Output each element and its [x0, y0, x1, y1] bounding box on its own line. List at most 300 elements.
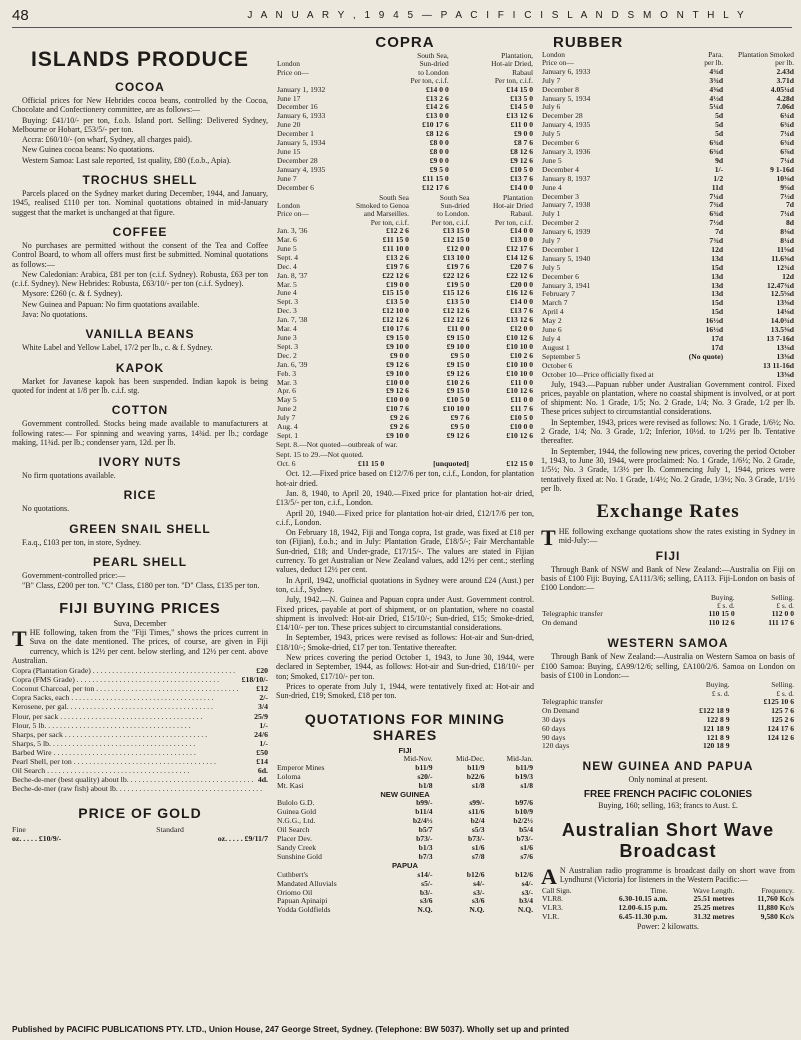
copra-oct6-row — [276, 460, 534, 469]
vanilla-heading: VANILLA BEANS — [85, 327, 195, 342]
table-cell: Emperor Mines — [277, 762, 325, 772]
table-row — [276, 773, 534, 782]
table-cell: Telegraphic transfer — [542, 696, 603, 706]
table-cell: £9 0 0 — [514, 129, 533, 139]
table-cell: £12 12 6 — [443, 306, 470, 316]
rice-para: No quotations. — [22, 504, 70, 514]
rubber-para: July, 1943.—Papuan rubber under Australian Government control. Fixed prices, payable on plantation, where no coastal shipment is involved, or at port of shipment: No. 1 Grade, 1/5; No. 2 Grade, 1/4; No. 3 Grade, 1/2 per lb. These prices subject to circumstantial considerations. — [541, 379, 795, 417]
table-cell: £8 12 6 — [425, 129, 449, 139]
exchange-fiji-para: Through Bank of NSW and Bank of New Zealand:—Australia on Fiji on basis of £100 Fiji: Buying, £A111/3/6; selling, £A113. Fiji-London on basis of £100 London:— — [541, 564, 795, 593]
table-row — [541, 317, 795, 326]
rubber-para: In September, 1943, prices were revised as follows: No. 1 Grade, 1/6½; No. 2 Grade, 1/4; No. 3 Grade, 1/2; Inferior, 10½d. to 1/2½ per lb. Tentative thereafter. — [541, 417, 795, 446]
table-cell: 4.05¼d — [770, 84, 794, 94]
list-item — [12, 702, 268, 711]
table-cell: Sept. 3 — [277, 341, 299, 351]
table-cell: 13⅜d — [776, 369, 794, 379]
item-value: £12 — [256, 684, 268, 694]
table-cell: b5/4 — [519, 825, 533, 835]
table-cell: b1/8 — [418, 780, 433, 790]
table-cell: £12 17 6 — [506, 243, 533, 253]
table-row — [541, 353, 795, 362]
publisher-footer: Published by PACIFIC PUBLICATIONS PTY. LTD., Union House, 247 George Street, Sydney. (Telephone: BW 5037). Wholly set up and printed — [12, 1024, 570, 1034]
table-cell: 124 12 6 — [767, 732, 794, 742]
table-cell: £9 5 0 — [450, 422, 470, 432]
table-cell: £9 12 6 — [446, 430, 470, 440]
table-cell: £9 15 0 — [446, 333, 470, 342]
table-cell: Telegraphic transfer — [542, 609, 603, 619]
table-header-cell: to London. — [437, 209, 470, 219]
coffee-para: Mysore: £260 (c. & f. Sydney). — [22, 289, 123, 299]
table-cell: September 5 — [542, 351, 581, 361]
table-cell: s99/- — [469, 798, 485, 808]
table-cell: VLR8. — [542, 894, 563, 904]
table-cell: £10 12 6 — [506, 430, 533, 440]
item-label: Pearl Shell, per ton . . . — [12, 757, 254, 766]
item-label: Sharps, 5 lb. . . . — [12, 739, 257, 748]
table-row — [541, 264, 795, 273]
table-row — [276, 121, 534, 130]
table-header-cell: Price on— — [542, 58, 574, 68]
table-cell: £20 0 0 — [510, 279, 533, 289]
table-header-cell: Plantation, — [501, 51, 533, 60]
table-header-cell: to London — [418, 67, 449, 77]
table-header-cell: Buying. — [705, 680, 730, 690]
copra-para: July, 1942.—N. Guinea and Papuan copra under Aust. Government control. Fixed prices, payable at port of shipment, or on plantation, where no coastal shipment is involved: Hot-air Dried, £15/10/-; Sun-dried, £15; Smoke-dried, £14/10/- per ton. These prices subject to circumstantial considerations. — [276, 595, 534, 633]
cocoa-para: Buying: £41/10/- per ton, f.o.b. Island port. Selling: Delivered Sydney, Melbourne or Hobart, £53/5/- per ton. — [12, 115, 268, 134]
table-cell: s1/6 — [520, 842, 533, 852]
table-cell: b2/2½ — [513, 816, 533, 826]
table-cell: £9 5 0 — [450, 350, 470, 360]
table-cell: December 8 — [542, 84, 579, 94]
table-cell: £19 7 6 — [386, 261, 409, 271]
table-header-cell: London — [277, 200, 300, 210]
table-cell: 14⅛d — [776, 307, 794, 317]
item-label: Barbed Wire . . . — [12, 748, 254, 757]
table-header-cell: London — [542, 50, 565, 59]
gold-table — [12, 825, 268, 843]
table-cell: 7½d — [709, 218, 724, 228]
table-cell: s5/- — [421, 878, 433, 888]
table-cell: 5d — [715, 120, 724, 130]
trochus-heading: TROCHUS SHELL — [82, 173, 198, 188]
table-cell: 13⅜d — [776, 351, 794, 361]
table-cell: 13d — [711, 271, 724, 281]
copra-para: In September, 1943, prices were revised as follows: Hot-air and Sun-dried, £18/10/-; Smoke-dried, £17 per ton. Tentative thereafter. — [276, 633, 534, 652]
copra-note: Sept. 8.—Not quoted—outbreak of war. — [276, 439, 398, 449]
gold-fine-label: Fine — [12, 825, 26, 835]
item-value: 3/4 — [258, 702, 268, 712]
table-row — [541, 371, 795, 380]
table-cell: b73/- — [416, 834, 433, 844]
table-header-cell — [541, 681, 666, 689]
table-cell: Jan. 3, '36 — [277, 226, 308, 236]
pearl-para: "B" Class, £200 per ton. "C" Class, £180 per ton. "D" Class, £135 per ton. — [22, 581, 260, 591]
table-cell: January 6, 1933 — [542, 66, 591, 76]
table-cell: £12 15 0 — [506, 459, 533, 469]
table-row — [541, 290, 795, 299]
table-cell: 13.5⅜d — [770, 325, 794, 335]
table-header-cell: Sun-dried — [440, 200, 470, 210]
table-header-cell: South Sea — [379, 192, 409, 202]
table-cell: Jan. 6, '39 — [277, 359, 308, 369]
table-cell: July 4 — [542, 334, 561, 343]
table-cell: 90 days — [542, 732, 566, 742]
item-label: Kerosene, per gal. . . . — [12, 702, 256, 711]
table-cell: 1/- — [714, 164, 724, 174]
coffee-heading: COFFEE — [112, 224, 168, 239]
drop-cap: T — [541, 525, 556, 551]
table-row — [541, 201, 795, 210]
table-cell: July 7 — [277, 413, 296, 423]
table-cell: 30 days — [542, 714, 566, 724]
table-header-cell: £ s. d. — [776, 688, 794, 698]
table-cell — [680, 371, 724, 380]
table-cell: £12 12 6 — [443, 315, 470, 325]
table-cell: 4.28d — [776, 93, 794, 103]
copra-para: Prices to operate from July 1, 1944, were tentatively fixed at: Hot-air and Sun-dried, £19; Smoked, £18 per ton. — [276, 681, 534, 701]
table-cell: January 4, 1935 — [542, 120, 591, 130]
shares-section-new-guinea — [276, 791, 534, 800]
table-cell: 6¾d — [709, 209, 724, 219]
table-cell: 9 1-16d — [770, 164, 794, 174]
table-cell: 25.25 metres — [693, 903, 735, 913]
ivory-para: No firm quotations available. — [22, 471, 116, 481]
table-cell: s1/6 — [471, 842, 485, 852]
table-header-cell: South Sea, — [417, 51, 449, 60]
table-header-cell: Per ton, c.i.f. — [494, 76, 533, 86]
table-cell: Sunshine Gold — [277, 851, 322, 861]
rubber-para: In September, 1944, the following new prices, covering the period October 1, 1943, to June 30, 1944, were proclaimed: No. 1 Grade, 1/6½; No. 2 Grade, 1/5½; No. 3 Grade, 1/3½ per lb. Commencing July 1, 1944, prices were tentatively fixed at: No. 1 Grade, 1/4½; No. 2 Grade, 1/3½; No. 3 Grade, 1/1½ per lb. — [541, 446, 795, 493]
table-cell: January 5, 1934 — [277, 138, 326, 148]
table-cell: £11 0 0 — [510, 395, 533, 405]
exchange-ffpc-heading: FREE FRENCH PACIFIC COLONIES — [583, 788, 753, 800]
column-right — [541, 34, 795, 1024]
table-cell: £9 0 0 — [429, 155, 449, 165]
table-header-row — [541, 594, 795, 602]
table-cell: b2/4 — [470, 816, 485, 826]
table-header-cell: Para. — [708, 50, 724, 59]
table-cell: 9⅝d — [780, 182, 794, 192]
list-item — [12, 784, 268, 793]
table-row — [541, 698, 795, 707]
table-cell: 7d — [715, 227, 724, 237]
table-cell: £12 10 0 — [382, 306, 409, 316]
table-cell: 7¾d — [709, 200, 724, 210]
table-header-cell: Mid-Dec. — [455, 754, 485, 764]
table-row — [541, 175, 795, 184]
shares-section-new-guinea-label: NEW GUINEA — [380, 789, 430, 799]
table-cell: 3¾d — [709, 75, 724, 85]
table-cell: 1/2 — [713, 173, 724, 183]
table-cell: On demand — [542, 618, 578, 628]
copra-para: Oct. 12.—Fixed price based on £12/7/6 per ton, c.i.f., London, for plantation hot-air dried. — [276, 469, 534, 488]
table-row — [541, 228, 795, 237]
table-row — [541, 742, 795, 751]
table-cell: December 16 — [277, 102, 318, 112]
table-cell: £9 15 0 — [446, 386, 470, 396]
table-row — [276, 460, 534, 469]
table-cell: £10 5 0 — [446, 395, 470, 405]
table-cell: Aug. 4 — [277, 422, 298, 432]
table-cell: 15d — [711, 307, 724, 317]
table-cell: £11 15 0 — [357, 459, 385, 469]
table-cell: [unquoted] — [433, 459, 469, 469]
table-cell: b11/4 — [415, 807, 433, 817]
drop-cap: T — [12, 625, 27, 651]
table-row — [541, 734, 795, 743]
table-header-cell: South Sea — [439, 192, 470, 202]
gold-fine-value: oz. . . . . £10/9/- — [12, 834, 62, 844]
table-header-cell: Hot-air Dried, — [491, 59, 533, 69]
table-cell: £14 0 0 — [510, 226, 533, 236]
table-cell: £19 5 0 — [446, 279, 470, 289]
table-cell: January 7, 1938 — [542, 200, 591, 210]
item-label: Beche-de-mer (best quality) about lb. . . . — [12, 775, 256, 784]
vanilla-para: White Label and Yellow Label, 17/2 per lb., c. & f. Sydney. — [22, 343, 213, 353]
table-row — [541, 282, 795, 291]
table-cell: 111 17 6 — [768, 618, 794, 628]
coffee-para: New Guinea and Papuan: No firm quotations available. — [22, 299, 200, 309]
table-cell: £8 0 0 — [429, 146, 449, 156]
table-cell: 120 18 9 — [702, 741, 730, 751]
table-header-row — [276, 60, 534, 68]
table-cell: January 8, 1937 — [542, 173, 591, 183]
item-value: £14 — [256, 757, 268, 767]
table-cell: b5/7 — [418, 825, 433, 835]
table-header-cell: Time. — [650, 885, 668, 895]
table-cell: b99/- — [416, 798, 433, 808]
table-header-cell: Wave Length. — [693, 885, 735, 895]
table-header-cell: Frequency. — [761, 885, 794, 895]
table-row — [541, 121, 795, 130]
table-cell: 8d — [785, 218, 794, 228]
table-cell: b73/- — [468, 834, 485, 844]
table-cell: July 5 — [542, 129, 561, 139]
radio-heading: Australian Short Wave Broadcast — [561, 819, 775, 861]
table-cell: b7/3 — [418, 851, 433, 861]
table-cell: October 6 — [542, 360, 573, 370]
table-cell: £9 10 0 — [446, 341, 470, 351]
table-cell: December 4 — [542, 164, 579, 174]
copra-table-1 — [276, 52, 534, 193]
table-cell: 7¼d — [780, 129, 794, 139]
table-row — [541, 77, 795, 86]
table-cell: Bulolo G.D. — [277, 798, 315, 808]
table-row — [541, 308, 795, 317]
table-cell: £13 2 6 — [386, 252, 409, 262]
fiji-price-list — [12, 666, 268, 793]
table-cell: b22/6 — [466, 771, 485, 781]
table-cell: 6¾d — [780, 138, 794, 148]
table-cell: s7/6 — [520, 851, 533, 861]
table-cell: £14 0 0 — [425, 84, 449, 94]
item-label: Copra (FMS Grade) . . . — [12, 675, 240, 684]
table-cell: 10⅛d — [776, 173, 794, 183]
item-value: 2/- — [259, 693, 268, 703]
table-cell: 9d — [715, 155, 724, 165]
item-label: Flour, per sack . . . — [12, 712, 252, 721]
table-row — [276, 764, 534, 773]
table-row — [541, 707, 795, 716]
table-cell: 13⅜d — [776, 298, 794, 308]
table-cell: Mar. 4 — [277, 324, 297, 334]
table-row — [541, 130, 795, 139]
table-cell: Jan. 8, '37 — [277, 270, 308, 280]
table-cell: s20/- — [417, 771, 433, 781]
list-item — [12, 757, 268, 766]
exchange-fiji-heading: FIJI — [655, 548, 681, 563]
table-cell: £22 12 6 — [443, 270, 470, 280]
table-cell: £19 0 0 — [386, 279, 409, 289]
pearl-heading: PEARL SHELL — [92, 555, 188, 570]
table-header-cell: per lb. — [775, 58, 794, 68]
table-row — [541, 95, 795, 104]
table-cell: Oct. 6 — [277, 459, 296, 469]
table-cell: £9 5 0 — [429, 164, 449, 174]
table-cell: January 6, 1939 — [542, 227, 591, 237]
table-cell: £10 12 6 — [506, 386, 533, 396]
table-cell: December 3 — [542, 191, 579, 201]
table-cell: s14/- — [417, 869, 433, 879]
item-label: Copra Sacks, each . . . — [12, 693, 257, 702]
table-cell: 15d — [711, 298, 724, 308]
table-row — [276, 826, 534, 835]
table-header-cell: Sun-dried — [419, 59, 449, 69]
table-cell: £14 12 6 — [506, 252, 533, 262]
table-cell: 7¾d — [709, 236, 724, 246]
radio-power: Power: 2 kilowatts. — [637, 922, 699, 932]
table-cell: £9 7 6 — [450, 413, 470, 423]
table-header-cell: Smoked to Genoa — [355, 200, 409, 210]
fiji-buying-heading: FIJI BUYING PRICES — [59, 600, 221, 617]
rubber-heading: RUBBER — [553, 34, 624, 51]
item-value — [266, 784, 268, 793]
table-header-cell: Mid-Nov. — [403, 754, 433, 764]
table-cell: £15 12 6 — [443, 288, 470, 298]
table-cell: December 28 — [277, 155, 318, 165]
table-cell: £10 2 6 — [510, 350, 533, 360]
table-cell: 7¼d — [709, 191, 724, 201]
item-label: Coconut Charcoal, per ton . . . — [12, 684, 254, 693]
table-cell: 124 17 6 — [767, 723, 794, 733]
table-cell: June 5 — [277, 243, 297, 253]
table-cell: 12.00-6.15 p.m. — [618, 903, 668, 913]
item-value: £20 — [256, 666, 268, 676]
table-cell: £10 10 0 — [506, 368, 533, 378]
table-cell: December 1 — [277, 129, 314, 139]
table-cell: 14.0¾d — [770, 316, 794, 326]
table-cell: 6¾d — [709, 146, 724, 156]
table-cell: £10 10 0 — [506, 341, 533, 351]
table-cell: June 17 — [277, 93, 301, 103]
table-cell: b12/6 — [466, 869, 485, 879]
table-header-cell: Plantation — [503, 192, 533, 202]
table-cell: £9 0 0 — [389, 350, 409, 360]
item-value: 25/9 — [254, 711, 268, 721]
table-cell: Sandy Creek — [277, 842, 317, 852]
table-cell: 122 8 9 — [706, 714, 730, 724]
table-cell: Apr. 6 — [277, 386, 296, 396]
item-label: Sharps, per sack . . . — [12, 730, 252, 739]
section-title-islands-produce: ISLANDS PRODUCE — [30, 48, 250, 71]
table-cell: 60 days — [542, 723, 566, 733]
table-header-cell — [541, 594, 675, 602]
table-cell: s3/- — [473, 887, 485, 897]
table-cell: £10 10 0 — [443, 404, 470, 414]
item-label: Oil Search . . . — [12, 766, 256, 775]
table-header-cell: Price on— — [277, 209, 309, 219]
cocoa-para: Official prices for New Hebrides cocoa beans, controlled by the Cocoa, Chocolate and Confectionery committee, are as follows:— — [12, 96, 268, 115]
table-row — [541, 335, 795, 344]
table-cell: April 4 — [542, 307, 564, 317]
table-row — [541, 148, 795, 157]
table-cell: s4/- — [473, 878, 485, 888]
table-cell: £12 12 6 — [382, 315, 409, 325]
table-cell: 11,880 Kc/s — [757, 903, 794, 913]
table-cell: £11 0 0 — [510, 120, 533, 130]
list-item — [12, 730, 268, 739]
table-cell: £12 0 0 — [510, 324, 533, 334]
table-cell: 2.43d — [776, 66, 794, 76]
copra-heading: COPRA — [375, 34, 435, 51]
table-cell: February 7 — [542, 289, 576, 299]
table-cell: £9 12 6 — [386, 359, 409, 369]
table-cell: June 6 — [542, 325, 562, 335]
table-cell: 6¾d — [780, 120, 794, 130]
table-cell: 7d — [785, 200, 794, 210]
item-label: Flour, 5 lb. . . . — [12, 721, 257, 730]
table-cell: s7/8 — [471, 851, 485, 861]
table-cell: s3/6 — [471, 896, 485, 906]
table-cell: £15 15 0 — [382, 288, 409, 298]
table-cell: N.Q. — [517, 905, 533, 915]
gold-standard-label: Standard — [156, 825, 184, 835]
table-cell: £10 0 0 — [386, 395, 409, 405]
table-cell: 7.06d — [776, 102, 794, 112]
page-number: 48 — [12, 7, 29, 24]
table-cell: 6.45-11.30 p.m. — [618, 912, 668, 922]
table-cell: s3/6 — [419, 896, 433, 906]
table-row — [276, 880, 534, 889]
table-cell: £13 0 0 — [510, 235, 533, 245]
table-cell: VLR3. — [542, 903, 563, 913]
table-cell: 121 18 9 — [702, 723, 730, 733]
table-cell: Mar. 3 — [277, 377, 297, 387]
table-row — [541, 184, 795, 193]
table-cell: 13d — [711, 280, 724, 290]
table-row — [541, 68, 795, 77]
table-cell: £13 7 6 — [510, 306, 533, 316]
table-cell: 17d — [711, 334, 724, 343]
copra-para: On February 18, 1942, Fiji and Tonga copra, 1st grade, was fixed at £18 per ton (Fijian), f.o.b.; and in July: Plantation Grade, £18/5/-; Fair Merchantable Sun-dried, £18; and Under-grade, £17/15/-. The values are stated in Fijian currency. To get Australian or New Zealand values, add 12½ per cent.; sterling values, deduct 12½ per cent. — [276, 528, 534, 575]
table-cell: 25.51 metres — [693, 894, 735, 904]
table-cell: b3/- — [419, 887, 433, 897]
table-cell: £14 0 0 — [510, 182, 533, 192]
table-cell: b3/4 — [519, 896, 533, 906]
table-cell: July 7 — [542, 75, 561, 85]
table-cell: Jan. 7, '38 — [277, 315, 308, 325]
table-cell: Loloma — [277, 771, 301, 781]
table-cell: 6¼d — [780, 111, 794, 121]
item-label: Copra (Plantation Grade) . . . — [12, 666, 254, 675]
table-cell: 7¼d — [780, 209, 794, 219]
exchange-ngp-heading: NEW GUINEA AND PAPUA — [582, 759, 754, 774]
table-cell: £11 10 0 — [382, 243, 409, 253]
table-cell: £16 12 6 — [506, 288, 533, 298]
table-cell: £10 5 0 — [510, 164, 533, 174]
table-cell: £10 5 0 — [510, 413, 533, 423]
table-cell: Feb. 3 — [277, 368, 296, 378]
